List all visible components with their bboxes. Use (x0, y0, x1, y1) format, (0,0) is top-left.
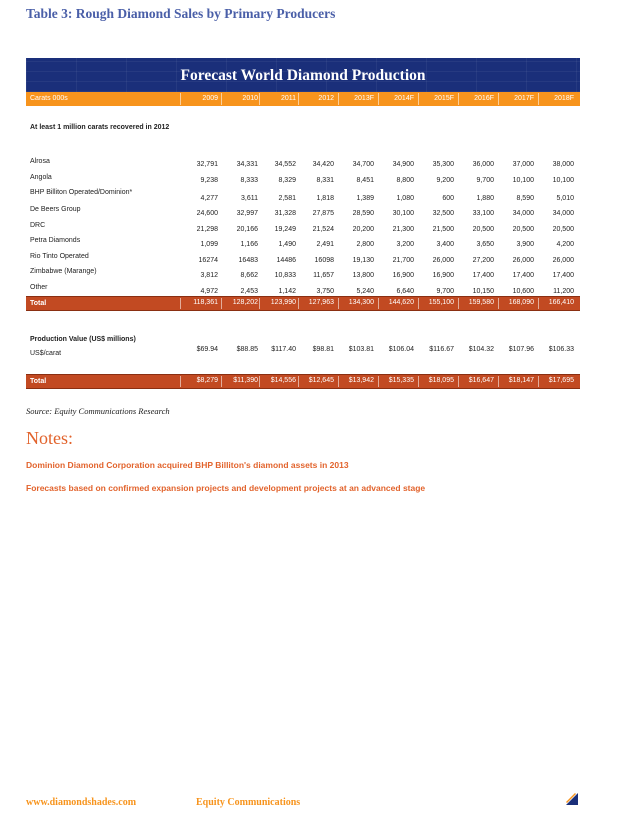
total-cell: 127,963 (308, 299, 334, 306)
price-cell: $88.85 (236, 346, 258, 353)
table-cell: 8,662 (240, 272, 258, 279)
total-label: Total (30, 378, 47, 385)
table-cell: 3,200 (396, 241, 414, 248)
source-citation: Source: Equity Communications Research (26, 406, 170, 416)
column-separator (458, 298, 459, 309)
table-cell: 8,451 (356, 177, 374, 184)
company-logo-icon (566, 793, 578, 805)
producer-name: Zimbabwe (Marange) (30, 268, 97, 275)
table-cell: 34,000 (512, 210, 534, 217)
table-header-row (26, 92, 580, 106)
total-cell: 159,580 (468, 299, 494, 306)
total-cell: 166,410 (548, 299, 574, 306)
total-row-carats (26, 296, 580, 311)
table-cell: 8,329 (278, 177, 296, 184)
table-cell: 3,400 (436, 241, 454, 248)
table-cell: 21,700 (392, 257, 414, 264)
table-cell: 36,000 (472, 161, 494, 168)
table-cell: 21,500 (432, 226, 454, 233)
table-cell: 34,900 (392, 161, 414, 168)
table-cell: 10,150 (472, 288, 494, 295)
table-cell: 8,800 (396, 177, 414, 184)
table-cell: 26,000 (432, 257, 454, 264)
table-cell: 11,657 (313, 272, 334, 279)
column-separator (298, 93, 299, 105)
table-cell: 17,400 (512, 272, 534, 279)
table-cell: 3,812 (200, 272, 218, 279)
total-cell: $15,335 (388, 377, 414, 384)
section-label-carats: At least 1 million carats recovered in 2012 (30, 124, 170, 131)
table-cell: 26,000 (512, 257, 534, 264)
table-cell: 14486 (276, 257, 296, 264)
table-cell: 19,130 (352, 257, 374, 264)
table-cell: 34,000 (552, 210, 574, 217)
header-year: 2015F (434, 95, 454, 102)
column-separator (338, 376, 339, 387)
table-cell: 31,328 (274, 210, 296, 217)
total-cell: $8,279 (196, 377, 218, 384)
table-cell: 2,581 (278, 195, 296, 202)
table-cell: 1,166 (240, 241, 258, 248)
column-separator (538, 298, 539, 309)
column-separator (418, 93, 419, 105)
column-separator (180, 376, 181, 387)
table-cell: 4,277 (200, 195, 218, 202)
table-cell: 8,331 (316, 177, 334, 184)
column-separator (298, 376, 299, 387)
table-cell: 3,611 (241, 195, 258, 202)
total-cell: $18,147 (508, 377, 534, 384)
footer-website-link[interactable]: www.diamondshades.com (26, 797, 137, 808)
table-cell: 33,100 (472, 210, 494, 217)
table-cell: 3,650 (476, 241, 494, 248)
table-cell: 16,900 (392, 272, 414, 279)
column-separator (259, 93, 260, 105)
producer-name: Angola (30, 174, 52, 181)
document-title: Table 3: Rough Diamond Sales by Primary Producers (26, 6, 336, 21)
producer-name: DRC (30, 222, 46, 229)
total-cell: $16,647 (468, 377, 494, 384)
table-cell: 10,100 (512, 177, 534, 184)
total-cell: 144,620 (388, 299, 414, 306)
producer-name: Alrosa (30, 158, 50, 165)
table-cell: 1,818 (316, 195, 334, 202)
table-cell: 32,500 (432, 210, 454, 217)
table-cell: 27,875 (312, 210, 334, 217)
header-year: 2014F (394, 95, 414, 102)
table-cell: 34,420 (312, 161, 334, 168)
column-separator (378, 93, 379, 105)
header-year: 2011 (280, 95, 296, 102)
column-separator (259, 298, 260, 309)
footer-company: Equity Communications (196, 797, 301, 808)
table-cell: 5,010 (556, 195, 574, 202)
table-cell: 20,500 (512, 226, 534, 233)
producer-name: BHP Billiton Operated/Dominion* (30, 189, 133, 196)
total-cell: $13,942 (348, 377, 374, 384)
table-cell: 20,166 (236, 226, 258, 233)
table-cell: 8,333 (240, 177, 258, 184)
column-separator (498, 298, 499, 309)
column-separator (538, 376, 539, 387)
column-separator (418, 376, 419, 387)
table-cell: 16,900 (432, 272, 454, 279)
table-cell: 20,500 (472, 226, 494, 233)
table-cell: 1,490 (278, 241, 296, 248)
table-cell: 34,700 (352, 161, 374, 168)
price-row-label: US$/carat (30, 350, 62, 357)
header-year: 2012 (318, 95, 334, 102)
column-separator (458, 376, 459, 387)
column-separator (259, 376, 260, 387)
price-cell: $106.33 (548, 346, 574, 353)
table-cell: 9,238 (200, 177, 218, 184)
table-cell: 16483 (238, 257, 258, 264)
table-cell: 32,997 (236, 210, 258, 217)
table-cell: 21,298 (196, 226, 218, 233)
table-cell: 27,200 (472, 257, 494, 264)
table-cell: 10,833 (274, 272, 296, 279)
total-cell: 134,300 (348, 299, 374, 306)
table-cell: 20,200 (352, 226, 374, 233)
price-cell: $116.67 (429, 346, 454, 353)
table-banner (26, 58, 580, 92)
table-cell: 10,100 (552, 177, 574, 184)
table-cell: 17,400 (552, 272, 574, 279)
table-cell: 3,750 (316, 288, 334, 295)
table-cell: 6,640 (396, 288, 414, 295)
table-cell: 26,000 (552, 257, 574, 264)
table-cell: 35,300 (432, 161, 454, 168)
header-year: 2009 (202, 95, 218, 102)
note-item: Dominion Diamond Corporation acquired BHP Billiton's diamond assets in 2013 (26, 460, 349, 470)
column-separator (498, 93, 499, 105)
column-separator (298, 298, 299, 309)
banner-title: Forecast World Diamond Production (180, 67, 426, 84)
total-cell: $18,095 (428, 377, 454, 384)
column-separator (378, 298, 379, 309)
table-cell: 5,240 (356, 288, 374, 295)
table-cell: 34,552 (274, 161, 296, 168)
header-year: 2010 (242, 95, 258, 102)
column-separator (180, 298, 181, 309)
column-separator (338, 93, 339, 105)
table-cell: 2,453 (240, 288, 258, 295)
total-cell: $12,645 (308, 377, 334, 384)
table-cell: 2,491 (316, 241, 334, 248)
table-cell: 21,300 (392, 226, 414, 233)
table-cell: 8,590 (516, 195, 534, 202)
table-cell: 37,000 (512, 161, 534, 168)
table-cell: 4,972 (200, 288, 218, 295)
producer-name: Other (30, 284, 48, 291)
column-separator (378, 376, 379, 387)
price-cell: $103.81 (348, 346, 374, 353)
table-cell: 9,700 (476, 177, 494, 184)
total-cell: 123,990 (270, 299, 296, 306)
total-label: Total (30, 300, 47, 307)
table-cell: 9,700 (436, 288, 454, 295)
table-cell: 24,600 (196, 210, 218, 217)
column-separator (221, 93, 222, 105)
table-cell: 4,200 (556, 241, 574, 248)
producer-name: Rio Tinto Operated (30, 253, 89, 260)
column-separator (221, 376, 222, 387)
total-cell: $14,556 (270, 377, 296, 384)
table-cell: 1,099 (200, 241, 218, 248)
table-cell: 28,590 (352, 210, 374, 217)
total-cell: 155,100 (428, 299, 454, 306)
header-year: 2016F (474, 95, 494, 102)
table-cell: 9,200 (436, 177, 454, 184)
price-cell: $117.40 (271, 346, 296, 353)
column-separator (538, 93, 539, 105)
column-separator (418, 298, 419, 309)
table-cell: 32,791 (196, 161, 218, 168)
table-cell: 1,080 (396, 195, 414, 202)
total-cell: 118,361 (193, 299, 218, 306)
table-cell: 21,524 (312, 226, 334, 233)
producer-name: Petra Diamonds (30, 237, 81, 244)
total-cell: 128,202 (232, 299, 258, 306)
column-separator (498, 376, 499, 387)
table-cell: 11,200 (553, 288, 574, 295)
total-cell: 168,090 (508, 299, 534, 306)
header-year: 2013F (354, 95, 374, 102)
table-cell: 13,800 (352, 272, 374, 279)
header-year: 2017F (514, 95, 534, 102)
table-cell: 34,331 (236, 161, 258, 168)
total-cell: $11,390 (233, 377, 258, 384)
table-cell: 3,900 (516, 241, 534, 248)
header-label: Carats 000s (30, 95, 68, 102)
price-cell: $98.81 (312, 346, 334, 353)
notes-heading: Notes: (26, 428, 73, 448)
table-cell: 19,249 (274, 226, 296, 233)
table-cell: 10,600 (512, 288, 534, 295)
table-cell: 16274 (198, 257, 218, 264)
price-cell: $104.32 (468, 346, 494, 353)
table-cell: 1,389 (356, 195, 374, 202)
table-cell: 30,100 (392, 210, 414, 217)
price-cell: $69.94 (196, 346, 218, 353)
price-cell: $107.96 (508, 346, 534, 353)
header-year: 2018F (554, 95, 574, 102)
table-cell: 16098 (314, 257, 334, 264)
price-cell: $106.04 (388, 346, 414, 353)
table-cell: 2,800 (356, 241, 374, 248)
table-cell: 17,400 (472, 272, 494, 279)
total-row-value (26, 374, 580, 389)
table-cell: 20,500 (552, 226, 574, 233)
total-cell: $17,695 (548, 377, 574, 384)
section-label-value: Production Value (US$ millions) (30, 336, 136, 343)
producer-name: De Beers Group (30, 206, 81, 213)
table-cell: 38,000 (552, 161, 574, 168)
column-separator (458, 93, 459, 105)
column-separator (338, 298, 339, 309)
table-cell: 600 (442, 195, 454, 202)
column-separator (180, 93, 181, 105)
column-separator (221, 298, 222, 309)
note-item: Forecasts based on confirmed expansion projects and development projects at an advanced stage (26, 483, 426, 493)
table-cell: 1,142 (278, 288, 296, 295)
table-cell: 1,880 (476, 195, 494, 202)
